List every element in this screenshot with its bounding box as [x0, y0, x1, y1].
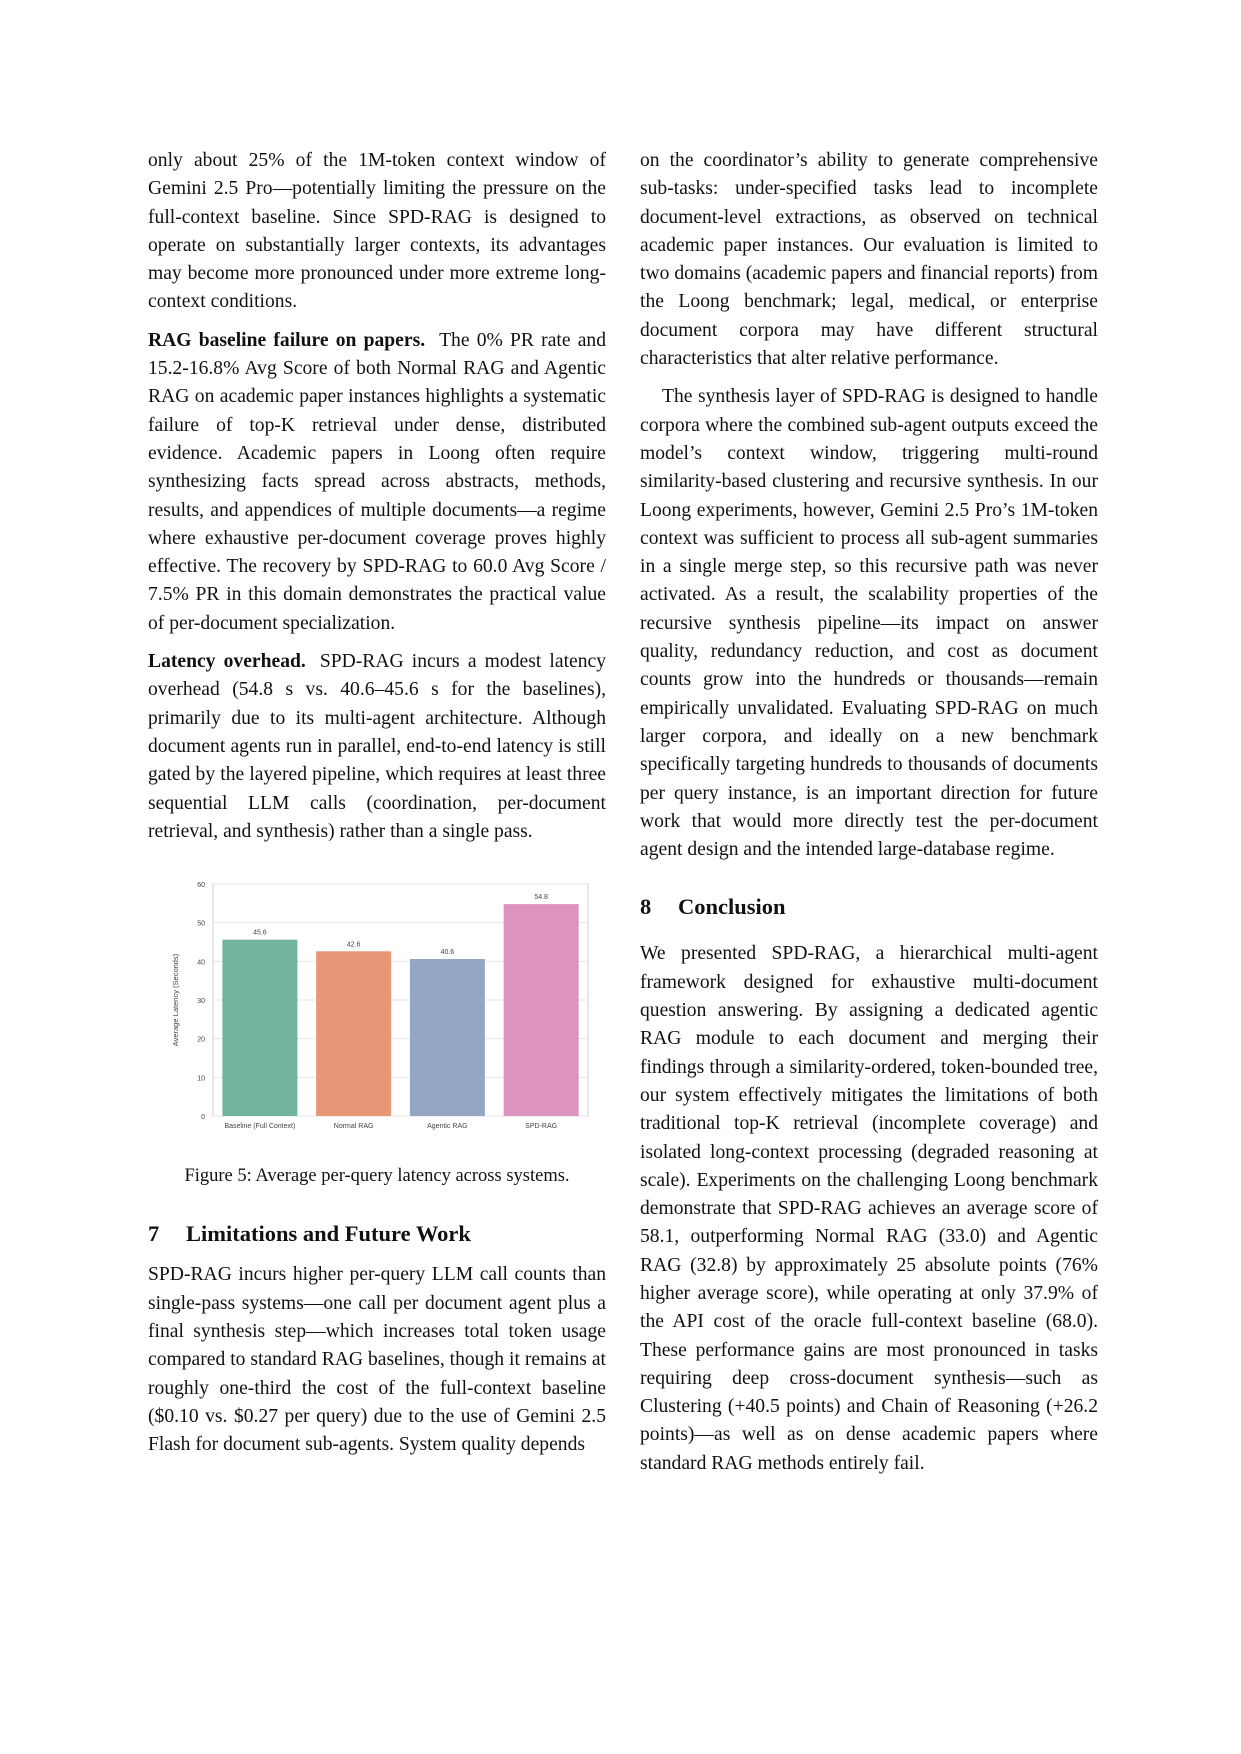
right-column — [640, 147, 1098, 1488]
bar-value-label: 42.6 — [346, 941, 361, 949]
latency-body: SPD-RAG incurs a modest latency overhead (54.8 s vs. 40.6–45.6 s for the baselines), primarily due to its multi-agent architecture. Although document agents run in parallel, end-to-end latency is still gated by the layered pipeline, which requires at least three sequential LLM calls (coordination, per-document retrieval, and synthesis) rather than a single pass. — [148, 651, 606, 842]
section-7-number: 7 — [148, 1221, 160, 1247]
section-7-title: Limitations and Future Work — [186, 1221, 471, 1247]
y-tick-label: 0 — [201, 1114, 205, 1122]
x-tick-label: Normal RAG — [333, 1123, 374, 1131]
latency-heading: Latency overhead. — [148, 651, 306, 673]
y-tick-label: 60 — [197, 882, 205, 890]
synthesis-paragraph: The synthesis layer of SPD-RAG is designed to handle corpora where the combined sub-agent outputs exceed the model’s context window, triggering multi-round similarity-based clustering and recursive synthesis. In our Loong experiments, however, Gemini 2.5 Pro’s 1M-token context was sufficient to process all sub-agent summaries in a single merge step, so this recursive path was never activated. As a result, the scalability properties of the recursive synthesis pipeline—its impact on answer quality, redundancy reduction, and cost as document counts grow into the hundreds or thousands—remain empirically unvalidated. Evaluating SPD-RAG on much larger corpora, and ideally on a new benchmark specifically targeting hundreds to thousands of documents per query instance, is an important direction for future work that would more directly test the per-document agent design and the intended large-database regime. — [640, 386, 1098, 861]
y-axis-label: Average Latency (Seconds) — [171, 953, 180, 1047]
bar-value-label: 45.6 — [253, 929, 267, 937]
y-tick-label: 30 — [197, 998, 205, 1006]
y-tick-label: 10 — [197, 1075, 205, 1083]
latency-paragraph — [148, 648, 606, 846]
continued-paragraph: on the coordinator’s ability to generate comprehensive sub-tasks: under-specified tasks lead to incomplete document-level extractions, as observed on technical academic paper instances. Our evaluation is limited to two domains (academic papers and financial reports) from the Loong benchmark; legal, medical, or enterprise document corpora may have different structural characteristics that alter relative performance. — [640, 150, 1098, 370]
x-tick-label: Agentic RAG — [427, 1123, 468, 1131]
bar — [316, 951, 391, 1116]
figure-caption: Figure 5: Average per-query latency across systems. — [184, 1166, 570, 1187]
latency-figure — [148, 864, 606, 1189]
latency-bar-chart — [148, 864, 606, 1134]
intro-paragraph: only about 25% of the 1M-token context window of Gemini 2.5 Pro—potentially limiting the pressure on the full-context baseline. Since SPD-RAG is designed to operate on substantially larger contexts, its advantages may become more pronounced under more extreme long-context conditions. — [148, 150, 606, 313]
section-7-heading — [148, 1219, 606, 1249]
x-tick-label: SPD-RAG — [525, 1123, 558, 1131]
section-8-title: Conclusion — [678, 894, 786, 920]
section-8-number: 8 — [640, 894, 652, 920]
bar — [222, 940, 297, 1116]
bar-value-label: 54.8 — [534, 894, 548, 902]
left-column — [148, 147, 606, 1470]
rag-failure-body: The 0% PR rate and 15.2-16.8% Avg Score of both Normal RAG and Agentic RAG on academic paper instances highlights a systematic failure of top-K retrieval under dense, distributed evidence. Academic papers in Loong often require synthesizing facts spread across abstracts, methods, results, and appendices of multiple documents—a regime where exhaustive per-document coverage proves highly effective. The recovery by SPD-RAG to 60.0 Avg Score / 7.5% PR in this domain demonstrates the practical value of per-document specialization. — [148, 329, 606, 634]
bar — [504, 904, 579, 1116]
bar — [410, 959, 485, 1116]
rag-failure-heading: RAG baseline failure on papers. — [148, 329, 426, 351]
rag-failure-paragraph — [148, 327, 606, 638]
section-8-body: We presented SPD-RAG, a hierarchical multi-agent framework designed for exhaustive multi-document question answering. By assigning a dedicated agentic RAG module to each document and merging their findings through a similarity-ordered, token-bounded tree, our system effectively mitigates the limitations of both traditional top-K retrieval (incomplete coverage) and isolated long-context processing (degraded reasoning at scale). Experiments on the challenging Loong benchmark demonstrate that SPD-RAG achieves an average score of 58.1, outperforming Normal RAG (33.0) and Agentic RAG (32.8) by approximately 25 absolute points (76% higher average score), while operating at only 37.9% of the API cost of the oracle full-context baseline (68.0). These performance gains are most pronounced in tasks requiring deep cross-document synthesis—such as Clustering (+40.5 points) and Chain of Reasoning (+26.2 points)—as well as on dense academic papers where standard RAG methods entirely fail. — [640, 943, 1098, 1474]
bar-value-label: 40.6 — [440, 949, 455, 957]
section-7-body: SPD-RAG incurs higher per-query LLM call counts than single-pass systems—one call per document agent plus a final synthesis step—which increases total token usage compared to standard RAG baselines, though it remains at roughly one-third the cost of the full-context baseline ($0.10 vs. $0.27 per query) due to the use of Gemini 2.5 Flash for document sub-agents. System quality depends — [148, 1264, 606, 1456]
section-8-heading — [640, 892, 1098, 922]
y-tick-label: 20 — [197, 1036, 205, 1044]
x-tick-label: Baseline (Full Context) — [224, 1123, 296, 1131]
y-tick-label: 40 — [197, 959, 205, 967]
y-tick-label: 50 — [197, 920, 205, 928]
